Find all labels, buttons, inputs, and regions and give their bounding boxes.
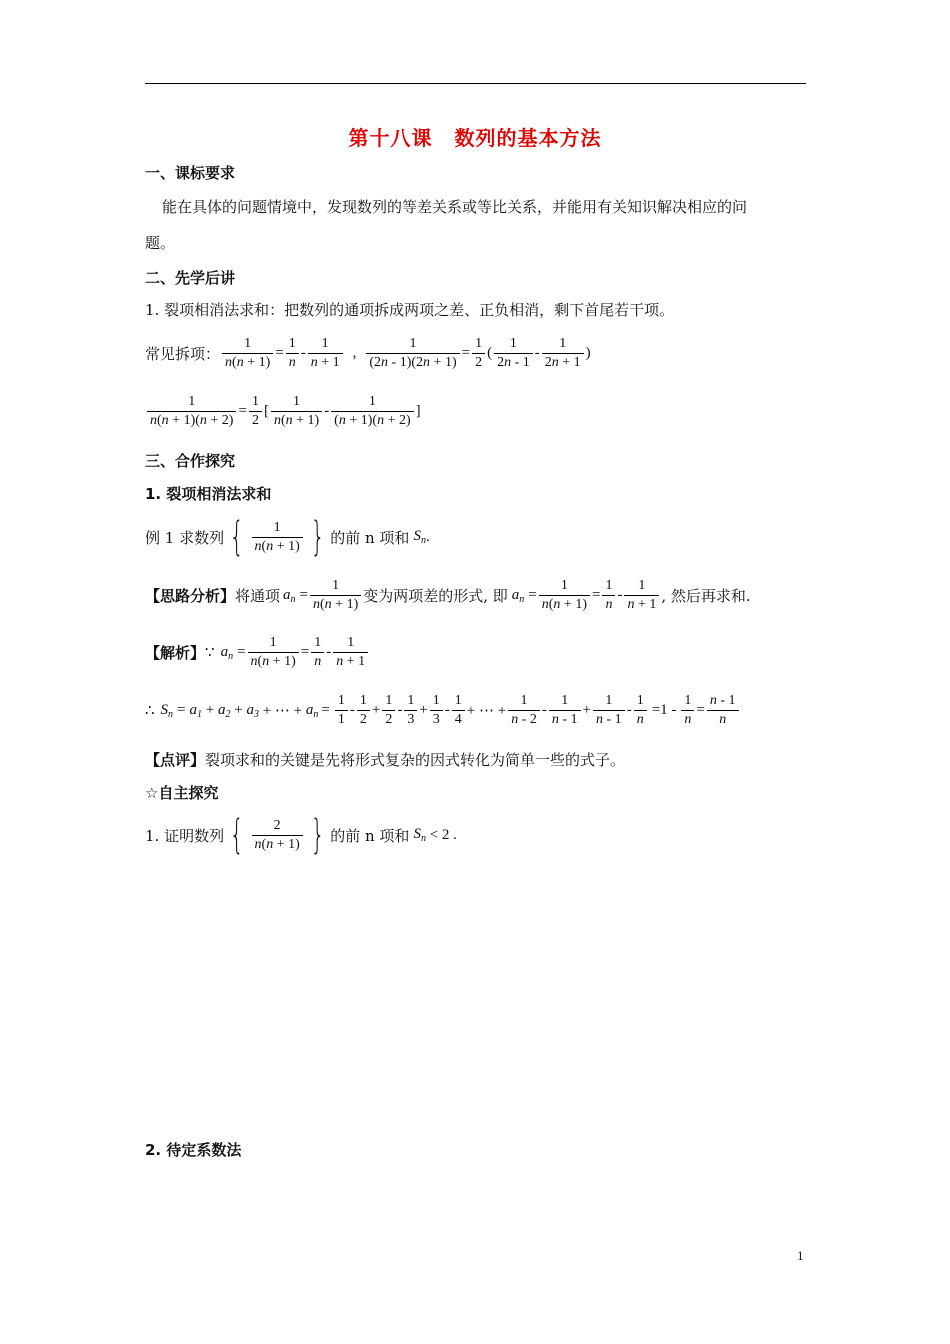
self-study-item-1: 1. 证明数列 { $\frac{2}{n(n + 1)}$ } 的前 n 项和 $S_n$ < 2 . bbox=[145, 812, 457, 858]
self-study-heading: ☆自主探究 bbox=[145, 784, 219, 802]
section1-text-line2: 题。 bbox=[145, 234, 176, 252]
section-heading-3: 三、合作探究 bbox=[145, 452, 236, 470]
section-heading-1: 一、课标要求 bbox=[145, 164, 236, 182]
example-suffix: 的前 n 项和 bbox=[330, 528, 410, 547]
analysis-label: 【思路分析】 bbox=[145, 587, 236, 605]
comment-text: 裂项求和的关键是先将形式复杂的因式转化为简单一些的式子。 bbox=[205, 751, 626, 769]
example-1: 例 1 求数列 { $\frac{1}{n(n + 1)}$ } 的前 n 项和 $S_n$ . bbox=[145, 514, 430, 560]
comment-line bbox=[145, 749, 625, 770]
section-heading-2: 二、先学后讲 bbox=[145, 269, 236, 287]
self-study-prefix: 1. 证明数列 bbox=[145, 826, 225, 845]
page-number: 1 bbox=[797, 1248, 804, 1263]
section2-item1: 1. 裂项相消法求和：把数列的通项拆成两项之差、正负相消，剩下首尾若干项。 bbox=[145, 301, 675, 319]
formula-line-2: $\frac{1}{n(n + 1)(n + 2)}$ = $\frac{1}{2}$ [ $\frac{1}{n(n + 1)}$ - $\frac{1}{(n + 1)(n + 2)}$ ] bbox=[145, 393, 421, 430]
sum-line: ∴ $S_n$ = $a_1$ + $a_2$ + $a_3$ + ⋯ + $a_n$ = $\frac{1}{1}$ - $\frac{1}{2}$ + $\frac{1}{2}$ - $\frac{1}{3}$ + $\frac{1}{3}$ - $\frac{1}{4}$ + ⋯ + $\frac{1}{n - 2}$ - $\frac{1}{n - 1}$ + $\frac{1}{n - 1}$ - $\frac{1}{n}$ =1 - $\frac{1}{n}$ = $\frac{n - 1}{n}$ bbox=[145, 692, 741, 729]
solution-label: 【解析】 bbox=[145, 644, 206, 662]
analysis-line: 【思路分析】 将通项 $a_n$ = $\frac{1}{n(n + 1)}$ 变为两项差的形式, 即 $a_n$ = $\frac{1}{n(n + 1)}$ = $\frac{1}{n}$ - $\frac{1}{n + 1}$ , 然后再求和. bbox=[145, 578, 751, 612]
analysis-text3: , 然后再求和. bbox=[661, 587, 751, 605]
subheading-1: 1. 裂项相消法求和 bbox=[145, 485, 272, 503]
title-lesson: 第十八课 bbox=[348, 126, 433, 150]
section1-text-line1: 能在具体的问题情境中，发现数列的等差关系或等比关系，并能用有关知识解决相应的问 bbox=[162, 198, 748, 216]
common-label: 常见拆项： bbox=[145, 345, 221, 363]
solution-line: 【解析】 ∵ $a_n$ = $\frac{1}{n(n + 1)}$ = $\frac{1}{n}$ - $\frac{1}{n + 1}$ bbox=[145, 634, 370, 671]
formula-line-1: 常见拆项： $\frac{1}{n(n + 1)}$ = $\frac{1}{n}$ - $\frac{1}{n + 1}$ , $\frac{1}{(2n - 1)(2n + 1)}$ = $\frac{1}{2}$ ( $\frac{1}{2n - 1}$ - $\frac{1}{2n + 1}$ ) bbox=[145, 336, 591, 370]
header-rule bbox=[145, 83, 806, 84]
self-study-suffix: 的前 n 项和 bbox=[330, 826, 410, 845]
example-prefix: 例 1 求数列 bbox=[145, 528, 225, 547]
subheading-2: 2. 待定系数法 bbox=[145, 1141, 242, 1159]
comment-label: 【点评】 bbox=[145, 751, 206, 769]
analysis-text2: 变为两项差的形式, 即 bbox=[363, 587, 508, 605]
analysis-text1: 将通项 bbox=[235, 587, 281, 605]
title-topic: 数列的基本方法 bbox=[454, 126, 602, 150]
page-title bbox=[0, 122, 950, 151]
